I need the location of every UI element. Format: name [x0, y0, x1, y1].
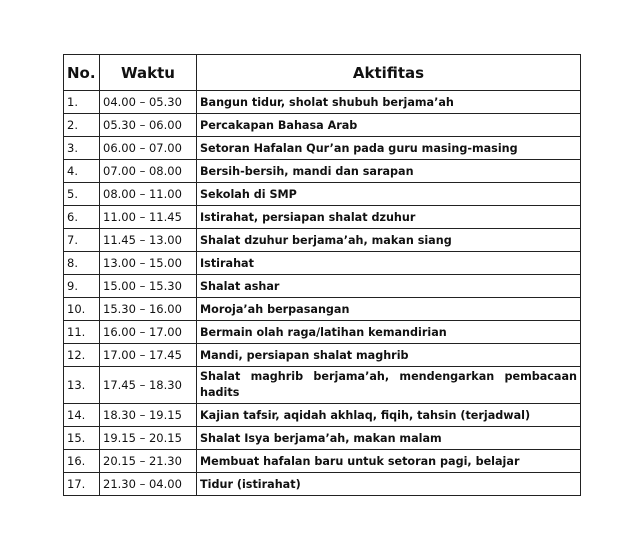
row-number: 13.	[64, 367, 100, 404]
row-activity: Kajian tafsir, aqidah akhlaq, fiqih, tahsin (terjadwal)	[197, 404, 581, 427]
row-time: 11.45 – 13.00	[100, 229, 197, 252]
row-activity: Tidur (istirahat)	[197, 473, 581, 496]
row-number: 6.	[64, 206, 100, 229]
schedule-table	[63, 54, 581, 496]
table-row	[64, 183, 581, 206]
row-number: 17.	[64, 473, 100, 496]
header-no: No.	[64, 55, 100, 91]
row-time: 19.15 – 20.15	[100, 427, 197, 450]
table-row	[64, 229, 581, 252]
row-time: 08.00 – 11.00	[100, 183, 197, 206]
table-row	[64, 114, 581, 137]
header-activity: Aktifitas	[197, 55, 581, 91]
row-number: 2.	[64, 114, 100, 137]
table-row	[64, 367, 581, 404]
row-number: 9.	[64, 275, 100, 298]
row-activity: Membuat hafalan baru untuk setoran pagi, belajar	[197, 450, 581, 473]
table-row	[64, 275, 581, 298]
row-time: 07.00 – 08.00	[100, 160, 197, 183]
table-row	[64, 206, 581, 229]
table-row	[64, 404, 581, 427]
table-row	[64, 137, 581, 160]
row-time: 20.15 – 21.30	[100, 450, 197, 473]
row-number: 1.	[64, 91, 100, 114]
row-time: 17.45 – 18.30	[100, 367, 197, 404]
row-activity: Shalat maghrib berjama’ah, mendengarkan pembacaan hadits	[197, 367, 581, 404]
table-row	[64, 91, 581, 114]
row-time: 11.00 – 11.45	[100, 206, 197, 229]
table-row	[64, 252, 581, 275]
row-number: 14.	[64, 404, 100, 427]
row-number: 7.	[64, 229, 100, 252]
row-number: 10.	[64, 298, 100, 321]
row-time: 04.00 – 05.30	[100, 91, 197, 114]
row-time: 06.00 – 07.00	[100, 137, 197, 160]
row-activity: Setoran Hafalan Qur’an pada guru masing-masing	[197, 137, 581, 160]
table-row	[64, 427, 581, 450]
row-time: 17.00 – 17.45	[100, 344, 197, 367]
row-time: 15.30 – 16.00	[100, 298, 197, 321]
row-activity: Istirahat, persiapan shalat dzuhur	[197, 206, 581, 229]
row-time: 18.30 – 19.15	[100, 404, 197, 427]
row-activity: Shalat ashar	[197, 275, 581, 298]
row-activity: Shalat Isya berjama’ah, makan malam	[197, 427, 581, 450]
row-activity: Shalat dzuhur berjama’ah, makan siang	[197, 229, 581, 252]
row-number: 4.	[64, 160, 100, 183]
row-number: 15.	[64, 427, 100, 450]
row-number: 12.	[64, 344, 100, 367]
row-activity: Percakapan Bahasa Arab	[197, 114, 581, 137]
row-activity: Bersih-bersih, mandi dan sarapan	[197, 160, 581, 183]
row-number: 16.	[64, 450, 100, 473]
table-row	[64, 321, 581, 344]
table-row	[64, 298, 581, 321]
row-time: 05.30 – 06.00	[100, 114, 197, 137]
row-time: 21.30 – 04.00	[100, 473, 197, 496]
row-number: 11.	[64, 321, 100, 344]
row-activity: Istirahat	[197, 252, 581, 275]
table-row	[64, 473, 581, 496]
row-time: 13.00 – 15.00	[100, 252, 197, 275]
header-time: Waktu	[100, 55, 197, 91]
row-number: 8.	[64, 252, 100, 275]
table-row	[64, 160, 581, 183]
row-activity: Sekolah di SMP	[197, 183, 581, 206]
row-activity: Bangun tidur, sholat shubuh berjama’ah	[197, 91, 581, 114]
table-row	[64, 344, 581, 367]
row-activity: Mandi, persiapan shalat maghrib	[197, 344, 581, 367]
table-row	[64, 450, 581, 473]
row-number: 3.	[64, 137, 100, 160]
row-time: 15.00 – 15.30	[100, 275, 197, 298]
row-number: 5.	[64, 183, 100, 206]
row-activity: Moroja’ah berpasangan	[197, 298, 581, 321]
header-row	[64, 55, 581, 91]
table-body	[64, 91, 581, 496]
row-activity: Bermain olah raga/latihan kemandirian	[197, 321, 581, 344]
row-time: 16.00 – 17.00	[100, 321, 197, 344]
